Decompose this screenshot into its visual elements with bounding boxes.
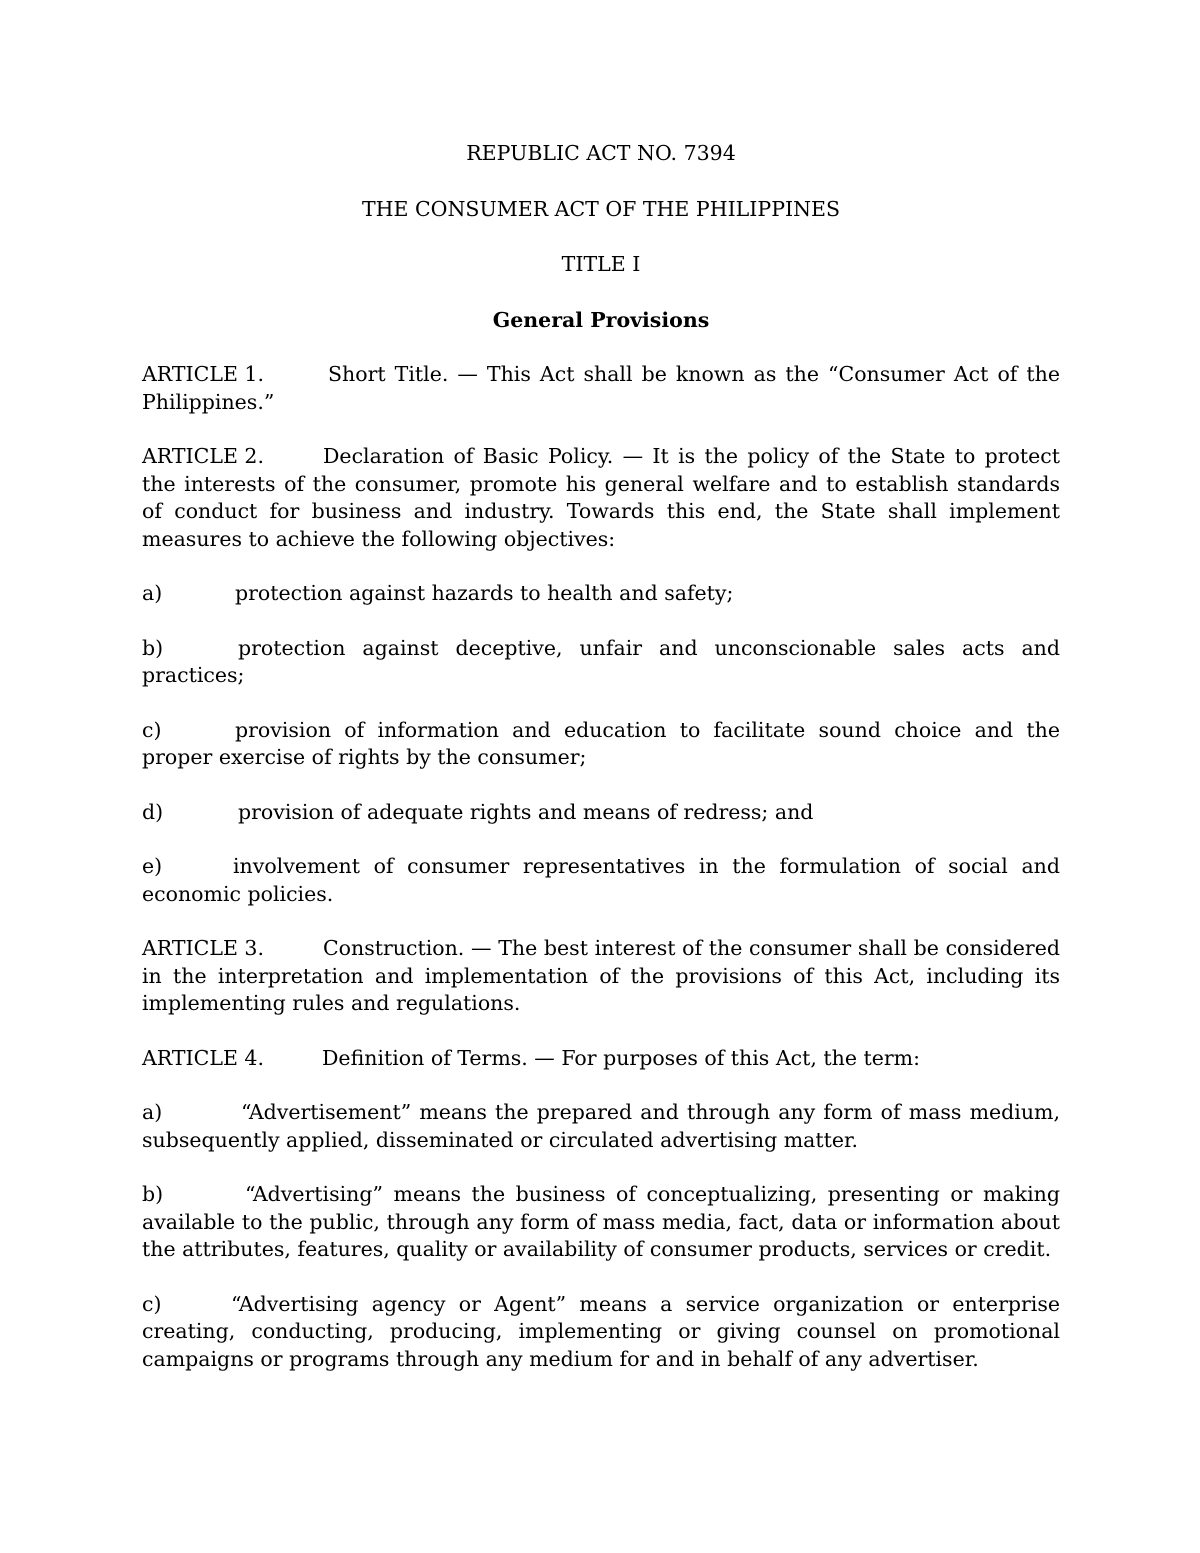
- list-item-text: provision of adequate rights and means of redress; and: [238, 799, 814, 824]
- list-item: [142, 1099, 1060, 1154]
- article-text: Construction. — The best interest of the consumer shall be considered in the interpretation and implementation of the provisions of this Act, including its implementing rules and regulations.: [142, 936, 1060, 1015]
- list-item: [142, 635, 1060, 690]
- article-text: Short Title. — This Act shall be known as the “Consumer Act of the Philippines.”: [142, 362, 1060, 414]
- list-item-label: c): [142, 717, 162, 742]
- list-item: [142, 853, 1060, 908]
- list-item-text: involvement of consumer representatives in the formulation of social and economic policies.: [142, 854, 1060, 906]
- list-item-label: b): [142, 635, 164, 660]
- article-number: ARTICLE 1.: [142, 362, 264, 386]
- act-number-heading: REPUBLIC ACT NO. 7394: [466, 141, 736, 165]
- list-item-label: e): [142, 854, 163, 878]
- list-item-label: a): [142, 581, 163, 605]
- list-item-label: d): [142, 799, 164, 824]
- article-1: [142, 361, 1060, 416]
- list-item-text: protection against hazards to health and safety;: [235, 581, 734, 605]
- list-item-text: provision of information and education to facilitate sound choice and the proper exercise of rights by the consumer;: [142, 717, 1060, 769]
- list-item-text: protection against deceptive, unfair and unconscionable sales acts and practices;: [142, 635, 1060, 687]
- list-item: [142, 799, 1060, 827]
- article-2: [142, 443, 1060, 553]
- title-heading: TITLE I: [561, 252, 641, 276]
- article-number: ARTICLE 2.: [142, 444, 264, 468]
- article-number: ARTICLE 3.: [142, 936, 264, 960]
- article-text: Declaration of Basic Policy. — It is the policy of the State to protect the interests of the consumer, promote his general welfare and to establish standards of conduct for business and industry. Towards this end, the State shall implement measures to achieve the following objectives:: [142, 444, 1060, 551]
- article-4: [142, 1045, 1060, 1073]
- document-page: [142, 140, 1060, 1400]
- list-item-label: a): [142, 1100, 163, 1124]
- list-item: [142, 717, 1060, 772]
- list-item: [142, 1291, 1060, 1374]
- list-item: [142, 1181, 1060, 1264]
- list-item-text: “Advertising agency or Agent” means a service organization or enterprise creating, conducting, producing, implementing or giving counsel on promotional campaigns or programs through any medium for and in behalf of any advertiser.: [142, 1291, 1060, 1371]
- list-item-text: “Advertising” means the business of conceptualizing, presenting or making available to the public, through any form of mass media, fact, data or information about the attributes, features, quality or availability of consumer products, services or credit.: [142, 1182, 1060, 1261]
- list-item-text: “Advertisement” means the prepared and through any form of mass medium, subsequently applied, disseminated or circulated advertising matter.: [142, 1100, 1060, 1152]
- list-item-label: c): [142, 1291, 162, 1316]
- article-number: ARTICLE 4.: [142, 1045, 264, 1070]
- article-text: Definition of Terms. — For purposes of this Act, the term:: [322, 1045, 921, 1070]
- list-item: [142, 580, 1060, 608]
- act-title-heading: THE CONSUMER ACT OF THE PHILIPPINES: [361, 196, 841, 221]
- list-item-label: b): [142, 1182, 164, 1206]
- article-3: [142, 935, 1060, 1018]
- title-subheading: General Provisions: [492, 307, 710, 332]
